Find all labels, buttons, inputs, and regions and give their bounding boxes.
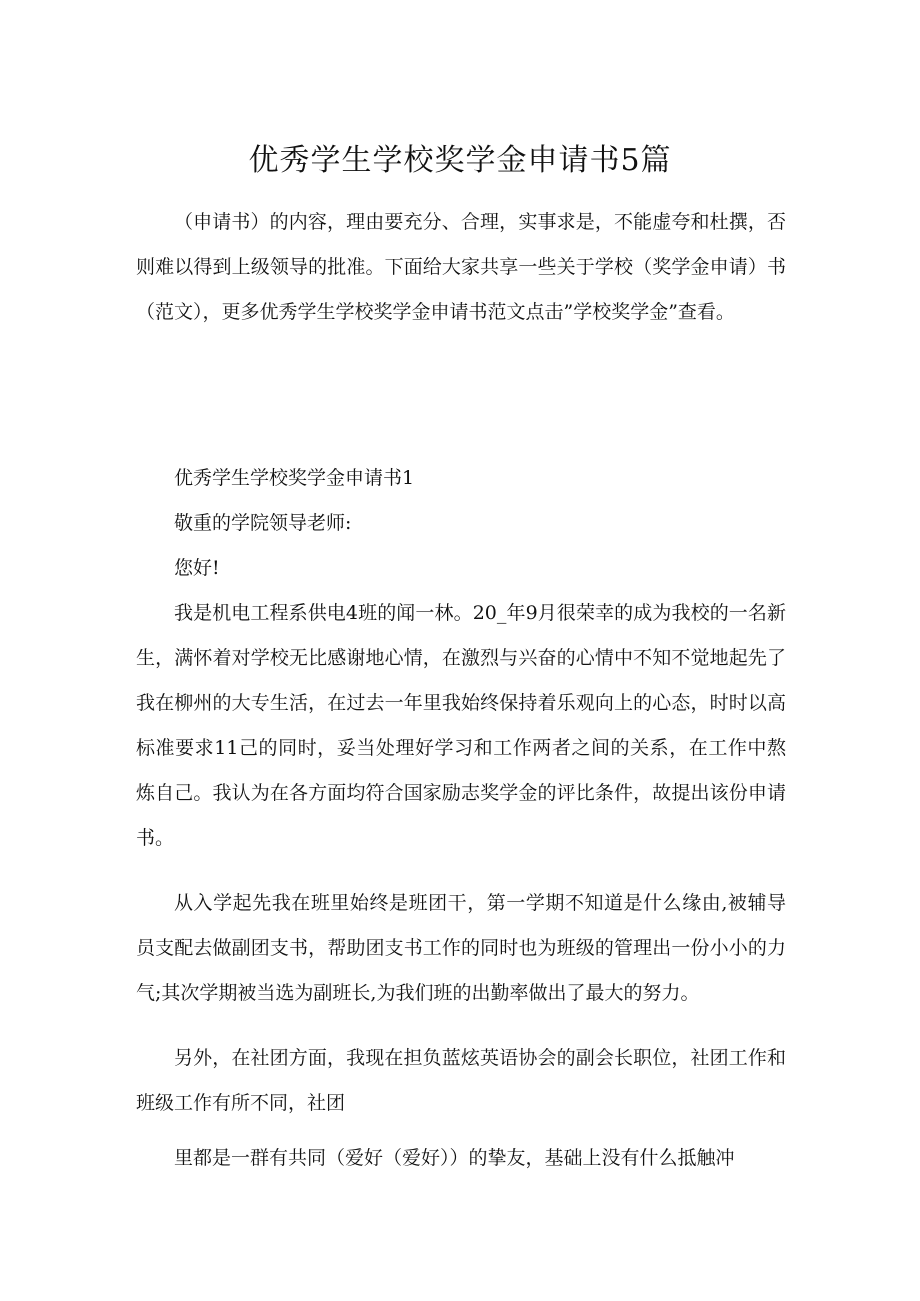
salutation: 敬重的学院领导老师: [174,512,352,534]
body-paragraph-1: 我是机电工程系供电4班的闻一林。20_年9月很荣幸的成为我校的一名新生，满怀着对学校无比感谢地心情，在激烈与兴奋的心情中不知不觉地起先了我在柳州的大专生活，在过去一年里我始终保持着乐观向上的心态，时时以高标准要求11己的同时，妥当处理好学习和工作两者之间的关系，在工作中熬炼自己。我认为在各方面均符合国家励志奖学金的评比条件，故提出该份申请书。 [136,602,786,849]
greeting: 您好! [174,557,220,579]
body-paragraph-4: 里都是一群有共同（爱好（爱好））的挚友，基础上没有什么抵触冲 [174,1147,735,1169]
body-paragraph-3: 另外，在社团方面，我现在担负蓝炫英语协会的副会长职位，社团工作和班级工作有所不同，社团 [136,1047,786,1114]
document-title: 优秀学生学校奖学金申请书5篇 [248,143,672,178]
body-paragraph-2: 从入学起先我在班里始终是班团干，第一学期不知道是什么缘由,被辅导员支配去做副团支书，帮助团支书工作的同时也为班级的管理出一份小小的力气;其次学期被当选为副班长,为我们班的出勤率做出了最大的努力。 [136,892,786,1004]
section-heading: 优秀学生学校奖学金申请书1 [174,467,415,489]
intro-paragraph: （申请书）的内容，理由要充分、合理，实事求是，不能虚夸和杜撰，否则难以得到上级领导的批准。下面给大家共享一些关于学校（奖学金申请）书（范文），更多优秀学生学校奖学金申请书范文点击”学校奖学金”查看。 [136,211,786,323]
